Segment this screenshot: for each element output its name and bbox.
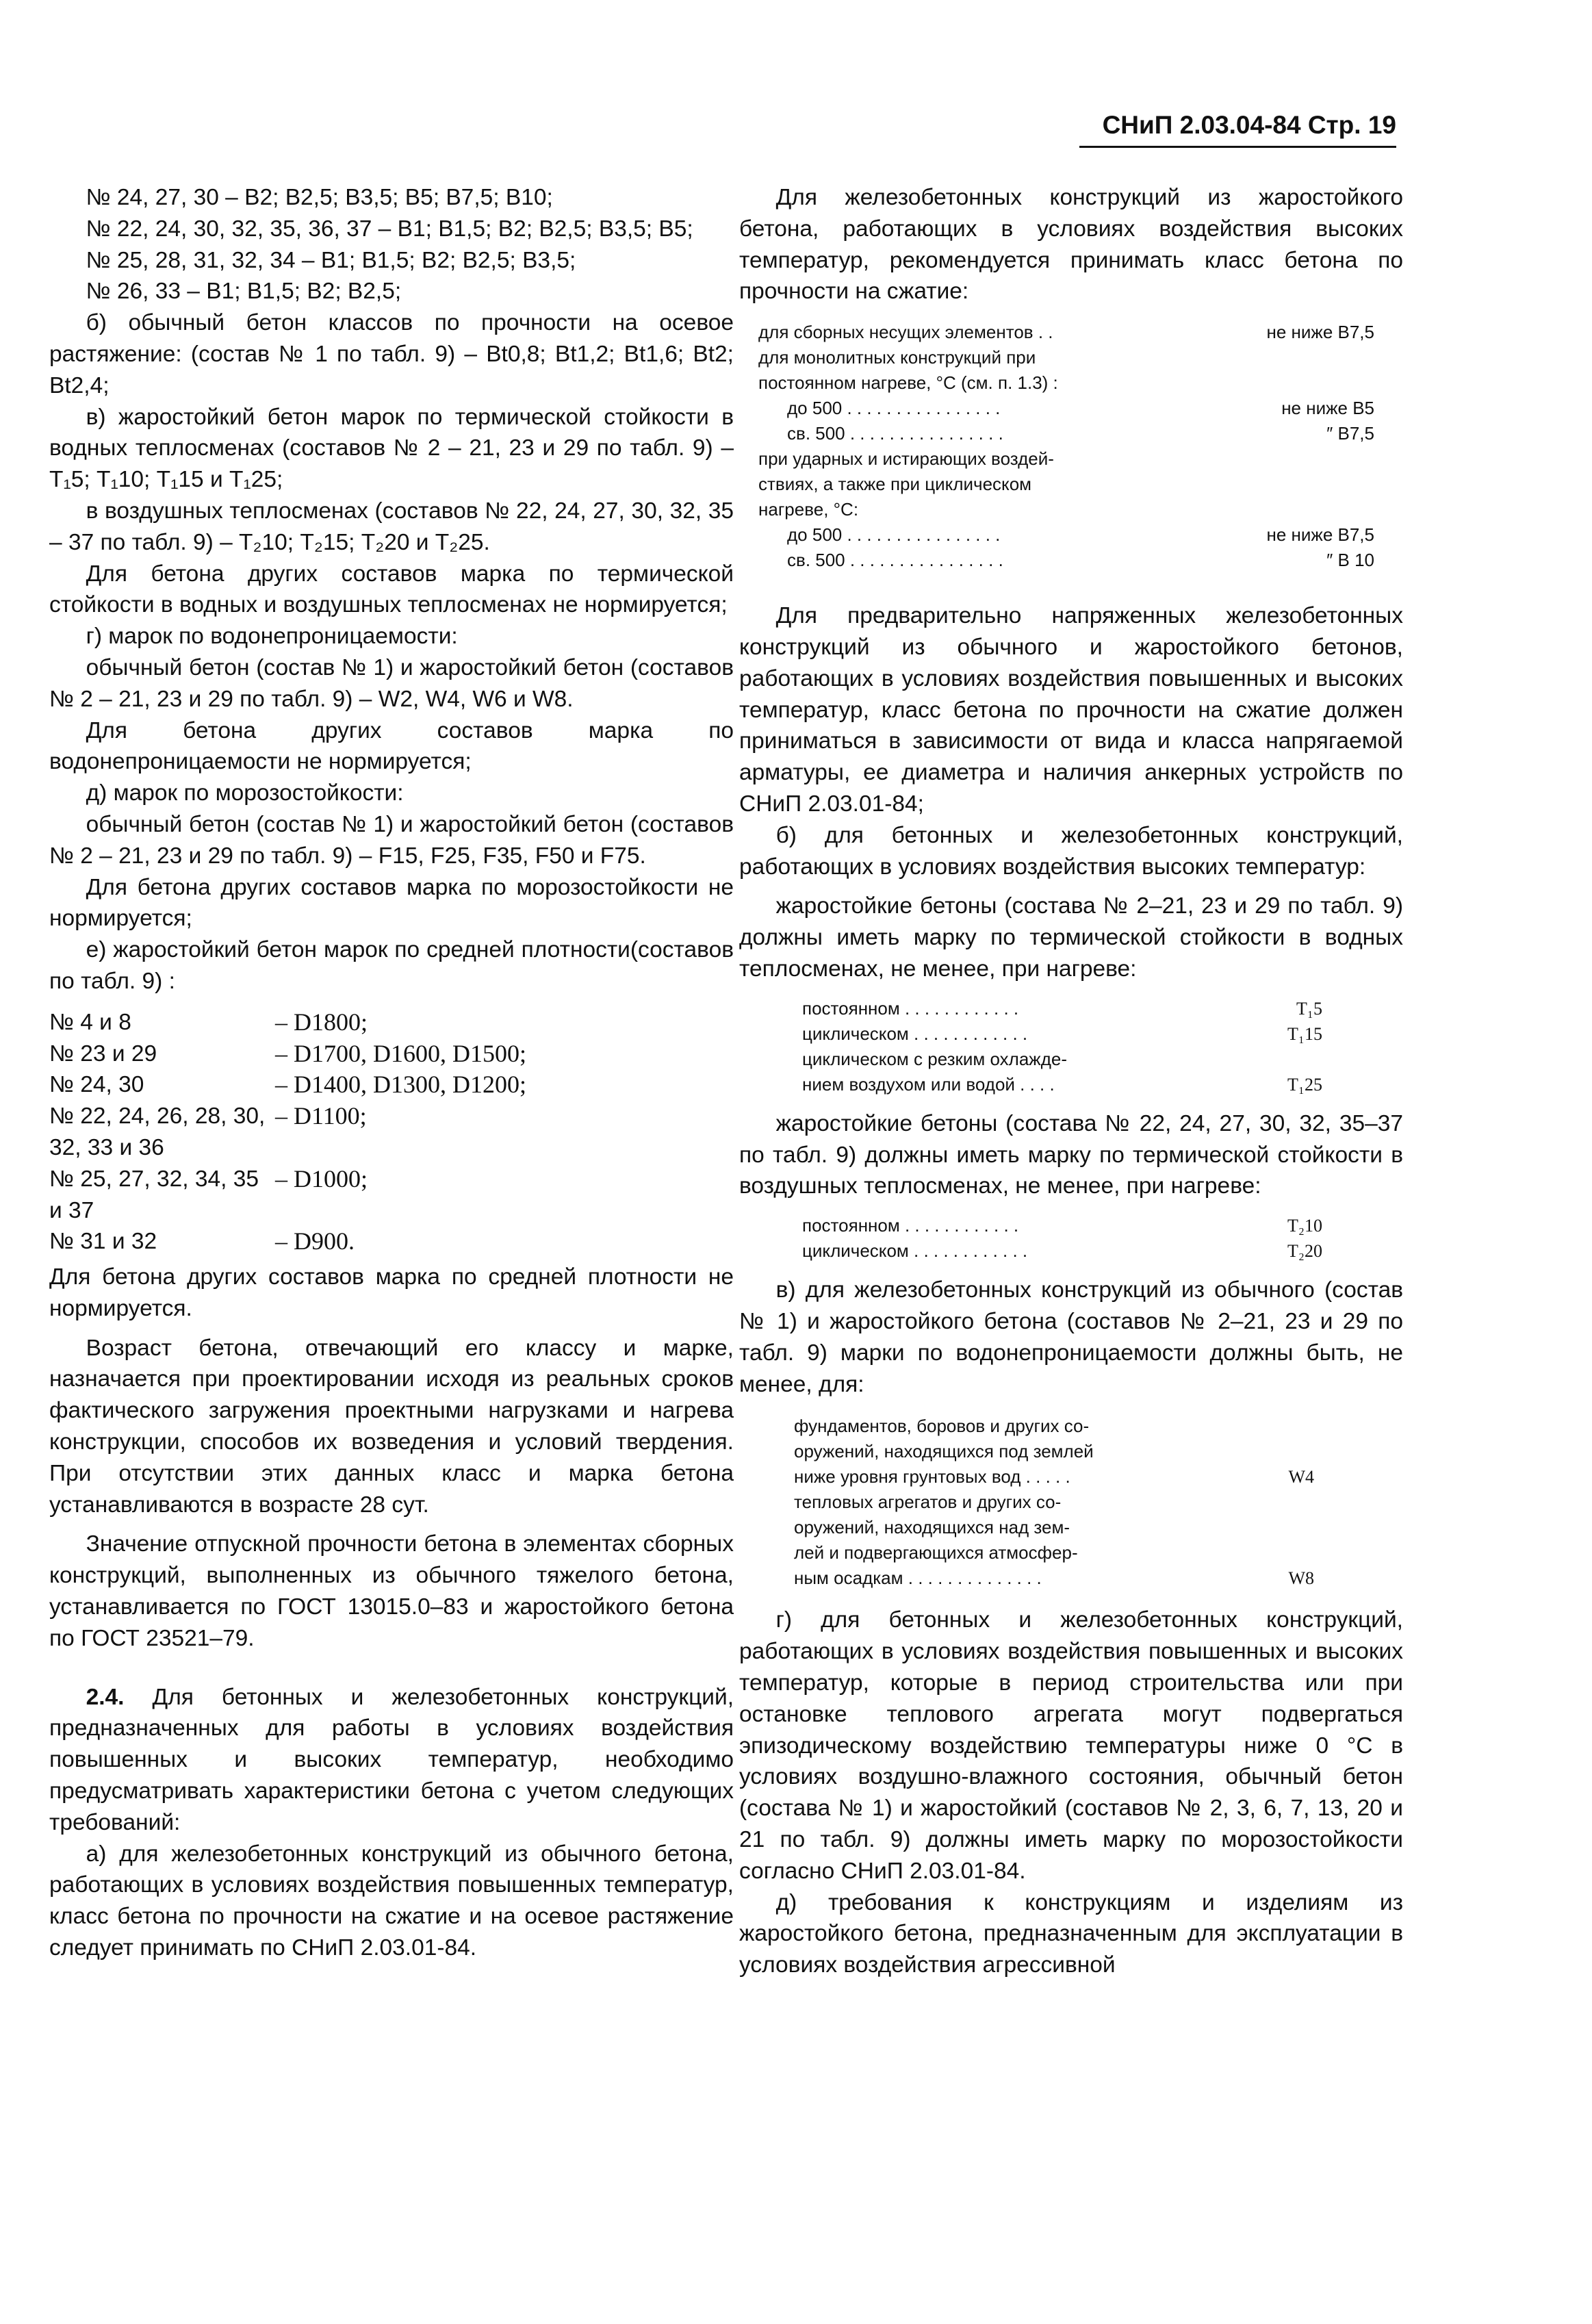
density-row	[49, 1101, 526, 1164]
item-label: нием воздухом или водой . . . .	[802, 1073, 1055, 1095]
density-value: – D1100;	[275, 1102, 367, 1130]
list-item	[802, 1213, 1322, 1238]
list-item	[758, 472, 1374, 497]
item-label: нагреве, °С:	[758, 499, 859, 520]
paragraph-v-air: в воздушных теплосменах (составов № 22, 24, 27, 30, 32, 35 – 37 по табл. 9) – Т₂10; Т₂15; Т₂20 и Т₂25.	[49, 498, 734, 555]
paragraph-e-heading: е) жаростойкий бетон марок по средней плотности(составов по табл. 9) :	[49, 937, 734, 994]
item-value: ″ В 10	[1326, 550, 1374, 571]
item-value: Т₁15	[1287, 1023, 1322, 1044]
density-value: – D1400, D1300, D1200;	[275, 1071, 526, 1099]
left-column	[49, 182, 734, 1964]
waterproof-list	[794, 1414, 1314, 1591]
section-number: 2.4.	[86, 1684, 125, 1710]
list-item	[802, 1047, 1322, 1072]
list-item	[758, 421, 1374, 446]
item-label: циклическом . . . . . . . . . . . .	[802, 1023, 1028, 1044]
paragraph-age: Возраст бетона, отвечающий его классу и марке, назначается при проектировании исходя из реальных сроков фактического загружения проектными нагрузками и нагрева конструкции, способов их возведения и условий твердения. При отсутствии этих данных класс и марка бетона устанавливаются в возрасте 28 сут.	[49, 1335, 734, 1518]
class-list-line: № 24, 27, 30 – В2; В2,5; В3,5; В5; В7,5; В10;	[86, 185, 553, 210]
paragraph-a: а) для железобетонных конструкций из обычного бетона, работающих в условиях воздействия повышенных температур, класс бетона по прочности на сжатие и на осевое растяжение следует принимать по СНиП 2.03.01-84.	[49, 1841, 734, 1961]
density-row	[49, 1226, 526, 1257]
list-item	[794, 1464, 1314, 1490]
list-item	[802, 1072, 1322, 1097]
list-item	[802, 1238, 1322, 1264]
paragraph-b-right: б) для бетонных и железобетонных конструкций, работающих в условиях воздействия высоких температур:	[739, 822, 1403, 880]
paragraph-g-heading: г) марок по водонепроницаемости:	[86, 624, 458, 650]
paragraph-d-right: д) требования к конструкциям и изделиям из жаростойкого бетона, предназначенным для эксплуатации в условиях воздействия агрессивной	[739, 1889, 1403, 1978]
item-label: постоянном . . . . . . . . . . . .	[802, 1215, 1019, 1236]
paragraph-v-right: в) для железобетонных конструкций из обычного (состав № 1) и жаростойкого бетона (составов № 2–21, 23 и 29 по табл. 9) марки по водонепроницаемости должны быть, не менее, для:	[739, 1277, 1403, 1397]
list-item	[758, 320, 1374, 345]
item-value: W8	[1288, 1568, 1314, 1589]
item-label: постоянном нагреве, °С (см. п. 1.3) :	[758, 372, 1058, 394]
item-label: ствиях, а также при циклическом	[758, 474, 1032, 495]
paragraph-v-water: в) жаростойкий бетон марок по термической стойкости в водных теплосменах (составов № 2 – 21, 23 и 29 по табл. 9) – Т₁5; Т₁10; Т₁15 и Т₁25;	[49, 404, 734, 493]
item-label: для сборных несущих элементов . .	[758, 322, 1053, 343]
list-item	[794, 1414, 1314, 1439]
item-value: Т₁5	[1296, 998, 1322, 1019]
item-label: фундаментов, боровов и других со-	[794, 1416, 1090, 1437]
item-label: циклическом с резким охлажде-	[802, 1048, 1067, 1069]
density-row	[49, 1007, 526, 1038]
item-label: ниже уровня грунтовых вод . . . . .	[794, 1466, 1070, 1487]
item-value: Т₂20	[1287, 1241, 1322, 1262]
thermal-air-list	[802, 1213, 1322, 1264]
density-key: № 31 и 32	[49, 1229, 157, 1255]
thermal-water-list	[802, 996, 1322, 1097]
item-label: оружений, находящихся над зем-	[794, 1517, 1070, 1538]
item-label: лей и подвергающихся атмосфер-	[794, 1542, 1078, 1563]
paragraph-air-heatproof: жаростойкие бетоны (состава № 22, 24, 27, 30, 32, 35–37 по табл. 9) должны иметь марку по термической стойкости в воздушных теплосменах, не менее, при нагреве:	[739, 1110, 1403, 1199]
item-label: циклическом . . . . . . . . . . . .	[802, 1240, 1028, 1262]
item-label: оружений, находящихся под землей	[794, 1441, 1094, 1462]
density-row	[49, 1038, 526, 1070]
list-item	[758, 345, 1374, 370]
item-label: до 500 . . . . . . . . . . . . . . . .	[787, 398, 1001, 419]
class-list-line: № 25, 28, 31, 32, 34 – В1; В1,5; В2; В2,5; В3,5;	[86, 247, 576, 273]
item-value: Т₁25	[1287, 1074, 1322, 1095]
section-2-4	[49, 1682, 734, 1839]
density-key: № 25, 27, 32, 34, 35 и 37	[49, 1166, 259, 1223]
paragraph-d-heading: д) марок по морозостойкости:	[86, 780, 404, 806]
paragraph-prestressed: Для предварительно напряженных железобетонных конструкций из обычного и жаростойкого бетонов, работающих в условиях воздействия повышенных и высоких температур, класс бетона по прочности на сжатие должен приниматься в зависимости от вида и класса напрягаемой арматуры, ее диаметра и наличия анкерных устройств по СНиП 2.03.01-84;	[739, 603, 1403, 817]
list-item	[794, 1515, 1314, 1540]
density-value: – D1800;	[275, 1008, 368, 1036]
list-item	[794, 1490, 1314, 1515]
item-label: до 500 . . . . . . . . . . . . . . . .	[787, 524, 1001, 546]
paragraph-g-note: Для бетона других составов марка по водонепроницаемости не нормируется;	[49, 717, 734, 775]
paragraph-g-text: обычный бетон (состав № 1) и жаростойкий бетон (составов № 2 – 21, 23 и 29 по табл. 9) – W2, W4, W6 и W8.	[49, 654, 734, 712]
item-label: постоянном . . . . . . . . . . . .	[802, 997, 1019, 1019]
list-item	[758, 370, 1374, 396]
right-column	[739, 182, 1403, 1981]
density-key: № 22, 24, 26, 28, 30, 32, 33 и 36	[49, 1103, 266, 1160]
item-value: не ниже В5	[1281, 398, 1374, 419]
item-label: св. 500 . . . . . . . . . . . . . . . .	[787, 423, 1003, 444]
density-key: № 24, 30	[49, 1072, 144, 1098]
density-value: – D1000;	[275, 1164, 368, 1192]
density-key: № 23 и 29	[49, 1040, 157, 1067]
paragraph-water-heatproof: жаростойкие бетоны (состава № 2–21, 23 и 29 по табл. 9) должны иметь марку по термической стойкости в водных теплосменах, не менее, при нагреве:	[739, 893, 1403, 982]
item-value: не ниже В7,5	[1266, 322, 1374, 343]
paragraph-release-strength: Значение отпускной прочности бетона в элементах сборных конструкций, выполненных из обычного тяжелого бетона, устанавливается по ГОСТ 13015.0–83 и жаростойкого бетона по ГОСТ 23521–79.	[49, 1531, 734, 1651]
density-row	[49, 1069, 526, 1101]
list-item	[758, 548, 1374, 573]
list-item	[802, 1021, 1322, 1047]
list-item	[794, 1439, 1314, 1464]
item-label: тепловых агрегатов и других со-	[794, 1492, 1062, 1513]
density-row	[49, 1164, 526, 1227]
item-value: W4	[1288, 1467, 1314, 1487]
class-requirements-list	[758, 320, 1374, 573]
list-item	[794, 1540, 1314, 1566]
section-2-4-text: Для бетонных и железобетонных конструкций, предназначенных для работы в условиях воздействия повышенных и высоких температур, необходимо предусматривать характеристики бетона с учетом следующих требований:	[49, 1684, 734, 1835]
list-item	[802, 996, 1322, 1021]
item-value: ″ В7,5	[1326, 423, 1374, 444]
item-label: ным осадкам . . . . . . . . . . . . . .	[794, 1568, 1042, 1589]
density-table	[49, 1007, 526, 1257]
item-label: при ударных и истирающих воздей-	[758, 448, 1054, 470]
paragraph-d-note: Для бетона других составов марка по морозостойкости не нормируется;	[49, 874, 734, 932]
item-label: для монолитных конструкций при	[758, 347, 1036, 368]
list-item	[794, 1566, 1314, 1591]
item-value: Т₂10	[1287, 1216, 1322, 1236]
item-label: св. 500 . . . . . . . . . . . . . . . .	[787, 550, 1003, 571]
paragraph-d-text: обычный бетон (состав № 1) и жаростойкий бетон (составов № 2 – 21, 23 и 29 по табл. 9) – F15, F25, F35, F50 и F75.	[49, 811, 734, 869]
item-value: не ниже В7,5	[1266, 524, 1374, 546]
density-value: – D1700, D1600, D1500;	[275, 1039, 526, 1067]
density-value: – D900.	[275, 1227, 355, 1255]
list-item	[758, 522, 1374, 548]
list-item	[758, 446, 1374, 472]
paragraph-b: б) обычный бетон классов по прочности на осевое растяжение: (состав № 1 по табл. 9) – Bt0,8; Bt1,2; Bt1,6; Bt2; Bt2,4;	[49, 310, 734, 398]
paragraph-heatproof-class: Для железобетонных конструкций из жаростойкого бетона, работающих в условиях воздействия высоких температур, рекомендуется принимать класс бетона по прочности на сжатие:	[739, 185, 1403, 305]
density-key: № 4 и 8	[49, 1009, 131, 1035]
paragraph-e-note: Для бетона других составов марка по средней плотности не нормируется.	[49, 1264, 734, 1321]
list-item	[758, 396, 1374, 421]
class-list-line: № 26, 33 – В1; В1,5; В2; В2,5;	[86, 279, 402, 305]
page-header: СНиП 2.03.04-84 Стр. 19	[1079, 111, 1396, 148]
paragraph-g-right: г) для бетонных и железобетонных конструкций, работающих в условиях воздействия повышенных и высоких температур, которые в период строительства или при остановке теплового агрегата могут подвергаться эпизодическому воздействию температуры ниже 0 °С в условиях воздушно-влажного состояния, обычный бетон (состава № 1) и жаростойкий (составов № 2, 3, 6, 7, 13, 20 и 21 по табл. 9) должны иметь марку по морозостойкости согласно СНиП 2.03.01-84.	[739, 1607, 1403, 1884]
list-item	[758, 497, 1374, 522]
class-list-line: № 22, 24, 30, 32, 35, 36, 37 – В1; В1,5; В2; В2,5; В3,5; В5;	[86, 216, 693, 242]
paragraph-v-note: Для бетона других составов марка по термической стойкости в водных и воздушных теплосменах не нормируется;	[49, 561, 734, 618]
